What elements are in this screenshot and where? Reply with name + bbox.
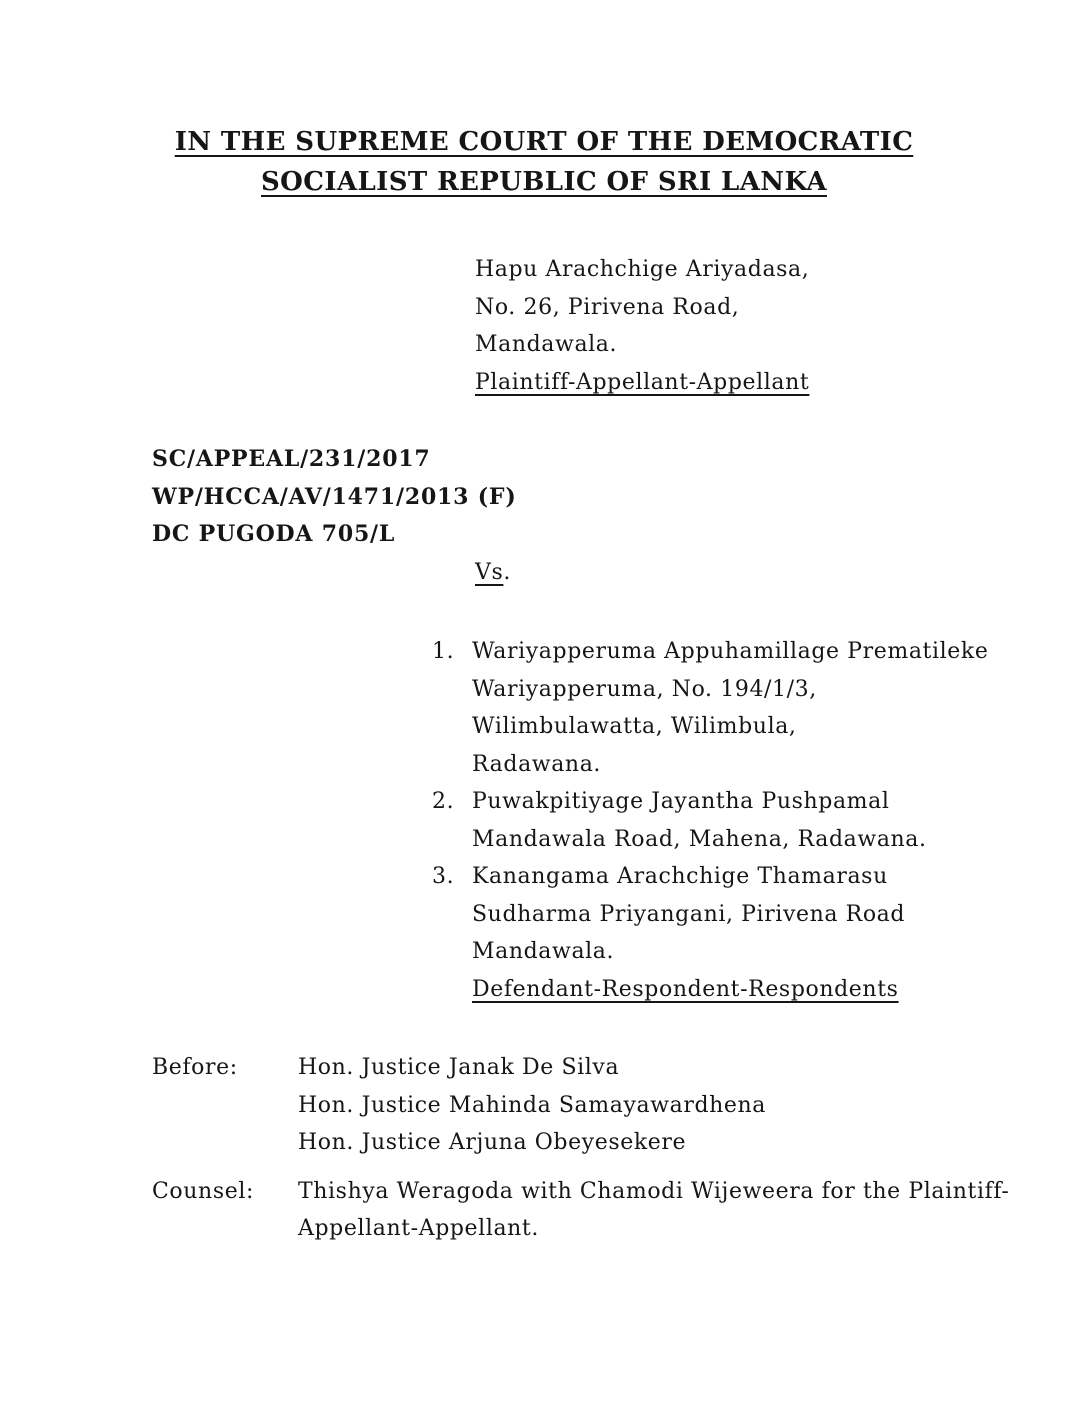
defendant-item-3 bbox=[432, 858, 1088, 971]
counsel-section bbox=[152, 1173, 1088, 1248]
text-line: Appellant-Appellant. bbox=[298, 1216, 539, 1241]
counsel-label: Counsel: bbox=[152, 1178, 254, 1204]
before-section bbox=[152, 1049, 1088, 1162]
plaintiff-name: Hapu Arachchige Ariyadasa, bbox=[475, 257, 810, 282]
text-line: Puwakpitiyage Jayantha Pushpamal bbox=[472, 789, 890, 814]
document-title-line-1-text: IN THE SUPREME COURT OF THE DEMOCRATIC bbox=[174, 127, 914, 157]
document-title bbox=[0, 0, 1088, 202]
defendants-designation bbox=[472, 971, 1088, 1009]
text-line: Wariyapperuma, No. 194/1/3, bbox=[472, 676, 817, 702]
text-line: Thishya Weragoda with Chamodi Wijeweera for the Plaintiff- bbox=[298, 1178, 1010, 1204]
case-number-hcca: WP/HCCA/AV/1471/2013 (F) bbox=[152, 483, 517, 510]
plaintiff-designation bbox=[475, 364, 1088, 402]
judge-name: Hon. Justice Arjuna Obeyesekere bbox=[298, 1130, 687, 1155]
text-line: Mandawala. bbox=[472, 939, 615, 964]
defendant-item-2 bbox=[432, 783, 1088, 858]
plaintiff-street: No. 26, Pirivena Road, bbox=[475, 294, 740, 320]
text-line: Wilimbulawatta, Wilimbula, bbox=[472, 714, 797, 739]
versus-text: Vs bbox=[475, 559, 504, 585]
text-line: Wariyapperuma Appuhamillage Prematileke bbox=[472, 639, 989, 664]
judge-name: Hon. Justice Janak De Silva bbox=[298, 1055, 620, 1080]
defendant-2-address bbox=[472, 783, 927, 858]
defendant-1-number: 1. bbox=[432, 639, 455, 664]
defendant-1-address bbox=[472, 633, 988, 783]
defendant-3-number: 3. bbox=[432, 864, 455, 889]
document-title-line-2 bbox=[0, 162, 1088, 202]
text-line: Sudharma Priyangani, Pirivena Road bbox=[472, 901, 906, 927]
judge-name: Hon. Justice Mahinda Samayawardhena bbox=[298, 1092, 767, 1118]
document-title-line-1 bbox=[0, 122, 1088, 162]
document-title-line-2-text: SOCIALIST REPUBLIC OF SRI LANKA bbox=[261, 167, 827, 197]
plaintiff-address-block bbox=[475, 251, 1088, 401]
case-number-sc-appeal: SC/APPEAL/231/2017 bbox=[152, 446, 431, 472]
versus-period: . bbox=[503, 559, 511, 585]
defendant-2-number: 2. bbox=[432, 789, 455, 814]
plaintiff-city: Mandawala. bbox=[475, 332, 618, 357]
counsel-text bbox=[298, 1173, 1009, 1248]
defendants-list bbox=[432, 633, 1088, 1008]
before-label: Before: bbox=[152, 1055, 238, 1080]
text-line: Kanangama Arachchige Thamarasu bbox=[472, 864, 888, 889]
judges-list bbox=[298, 1049, 766, 1162]
defendants-designation-text: Defendant-Respondent-Respondents bbox=[472, 976, 899, 1002]
text-line: Mandawala Road, Mahena, Radawana. bbox=[472, 826, 927, 852]
defendant-3-address bbox=[472, 858, 905, 971]
case-numbers-block bbox=[152, 441, 1088, 554]
text-line: Radawana. bbox=[472, 751, 602, 777]
plaintiff-designation-text: Plaintiff-Appellant-Appellant bbox=[475, 369, 810, 395]
defendant-item-1 bbox=[432, 633, 1088, 783]
versus-label bbox=[475, 554, 1088, 592]
case-number-dc: DC PUGODA 705/L bbox=[152, 521, 396, 547]
